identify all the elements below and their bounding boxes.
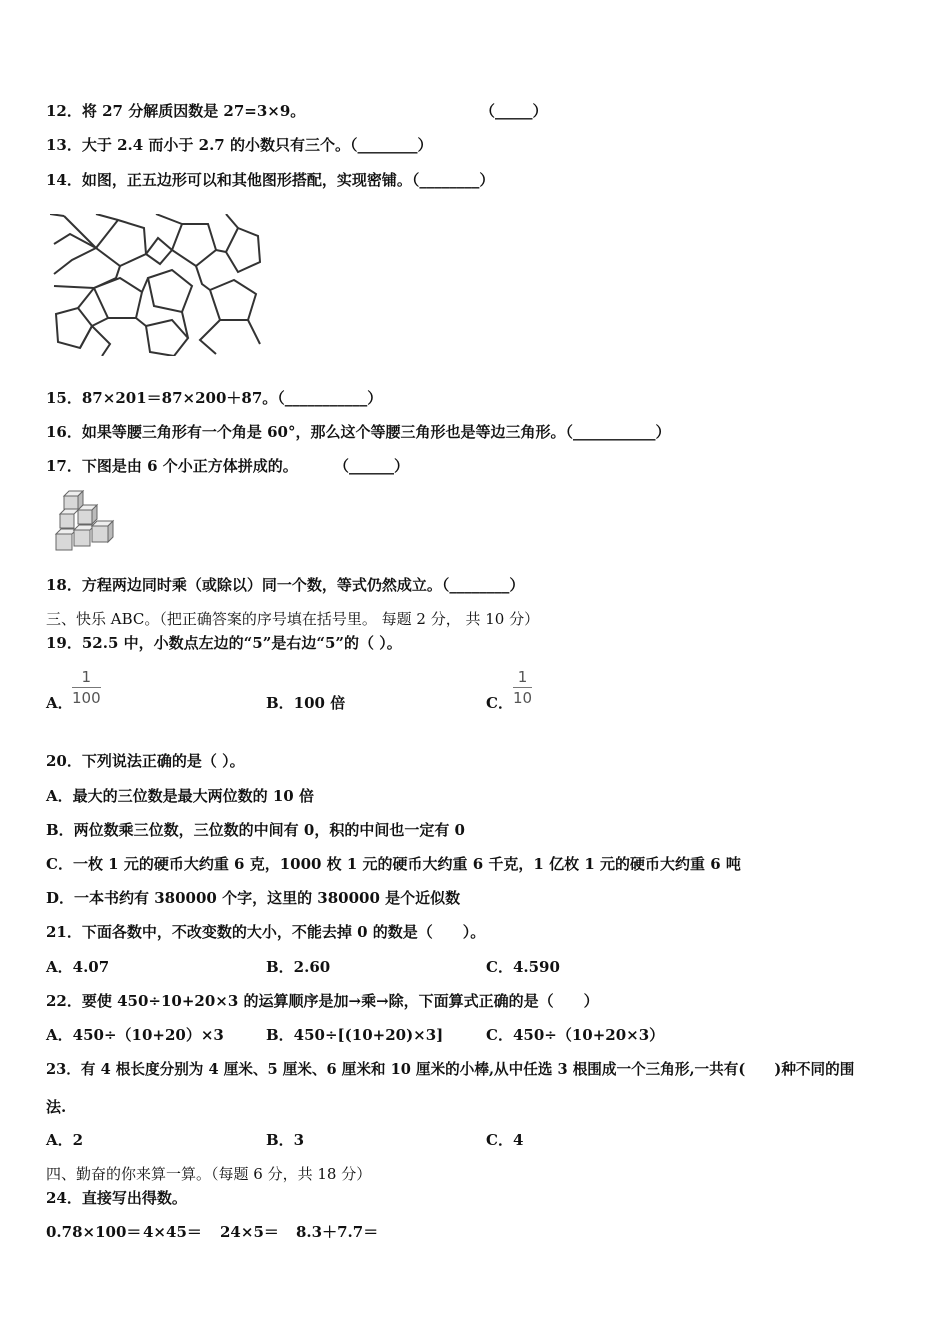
q22-option-b[interactable]: B．450÷[(10+20)×3] <box>266 1026 444 1044</box>
q24-expression-4: 8.3＋7.7＝ <box>296 1223 379 1241</box>
star-point <box>200 320 220 354</box>
question-20: 20．下列说法正确的是（ ）。 <box>46 752 245 770</box>
pentagon-shape <box>146 320 188 356</box>
q19-option-c-label[interactable]: C． <box>486 694 513 712</box>
star-point <box>78 288 94 308</box>
cubes-figure <box>52 490 122 554</box>
question-13: 13．大于 2.4 而小于 2.7 的小数只有三个。（________） <box>46 136 433 154</box>
question-12-blank[interactable]: （_____） <box>480 102 548 120</box>
star-point <box>80 326 110 356</box>
star-point <box>216 250 226 252</box>
pentagon-tessellation-figure <box>50 214 262 356</box>
q23-option-b[interactable]: B．3 <box>266 1131 305 1149</box>
star-point <box>142 278 148 292</box>
pentagon-shape <box>96 220 146 266</box>
question-19: 19．52.5 中，小数点左边的“5”是右边“5”的（ ）。 <box>46 634 402 652</box>
q20-option-c[interactable]: C．一枚 1 元的硬币大约重 6 克，1000 枚 1 元的硬币大约重 6 千克，1 亿枚 1 元的硬币大约重 6 吨 <box>46 855 741 873</box>
q19-option-c-fraction <box>513 668 532 707</box>
q21-option-c[interactable]: C．4.590 <box>486 958 560 976</box>
q22-option-a[interactable]: A．450÷（10+20）×3 <box>46 1026 224 1044</box>
star-point <box>196 266 210 290</box>
star-point <box>64 216 96 248</box>
q20-option-b[interactable]: B．两位数乘三位数，三位数的中间有 0，积的中间也一定有 0 <box>46 821 465 839</box>
question-23-continued: 法. <box>46 1098 67 1116</box>
q24-expression-1: 0.78×100＝ <box>46 1223 142 1241</box>
q19-option-a-fraction <box>72 668 101 707</box>
q21-option-a[interactable]: A．4.07 <box>46 958 110 976</box>
pentagon-shape <box>56 308 92 348</box>
q20-option-a[interactable]: A．最大的三位数是最大两位数的 10 倍 <box>46 787 314 805</box>
q23-option-c[interactable]: C．4 <box>486 1131 524 1149</box>
q19-option-a-label[interactable]: A． <box>46 694 73 712</box>
pentagon-shape <box>210 280 256 320</box>
q19-option-b[interactable]: B．100 倍 <box>266 694 346 712</box>
q23-option-a[interactable]: A．2 <box>46 1131 84 1149</box>
star-point <box>54 234 96 274</box>
fraction-numerator: 1 <box>72 668 101 688</box>
question-23: 23．有 4 根长度分别为 4 厘米、5 厘米、6 厘米和 10 厘米的小棒,从中任选 3 根围成一个三角形,一共有( )种不同的围 <box>46 1061 855 1078</box>
star-point <box>136 318 146 326</box>
section-3-title: 三、快乐 ABC。（把正确答案的序号填在括号里。 每题 2 分， 共 10 分） <box>46 610 540 628</box>
q24-expression-3: 24×5＝ <box>220 1223 279 1241</box>
pentagon-shape <box>226 228 260 272</box>
q21-option-b[interactable]: B．2.60 <box>266 958 331 976</box>
question-16: 16．如果等腰三角形有一个角是 60°，那么这个等腰三角形也是等边三角形。（___________） <box>46 423 671 441</box>
fraction-denominator: 100 <box>72 689 101 707</box>
question-12 <box>46 101 305 121</box>
question-15: 15．87×201＝87×200＋87。（___________） <box>46 389 383 407</box>
question-22: 22．要使 450÷10+20×3 的运算顺序是加→乘→除，下面算式正确的是（ ） <box>46 992 599 1010</box>
star-point <box>146 238 172 264</box>
q20-option-d[interactable]: D．一本书约有 380000 个字，这里的 380000 是个近似数 <box>46 889 461 907</box>
q24-expression-2: 4×45＝ <box>143 1223 202 1241</box>
question-24: 24．直接写出得数。 <box>46 1189 187 1207</box>
question-21: 21．下面各数中，不改变数的大小，不能去掉 0 的数是（ ）。 <box>46 923 486 941</box>
star-point <box>54 286 94 288</box>
question-14: 14．如图，正五边形可以和其他图形搭配，实现密铺。（________） <box>46 171 495 189</box>
question-17: 17．下图是由 6 个小正方体拼成的。 <box>46 457 298 475</box>
fraction-denominator: 10 <box>513 689 533 707</box>
pentagon-shape <box>172 224 216 266</box>
star-point <box>92 318 108 326</box>
question-18: 18．方程两边同时乘（或除以）同一个数，等式仍然成立。（________） <box>46 576 525 594</box>
question-17-blank[interactable]: （______） <box>334 457 410 475</box>
question-12-text: 12．将 27 分解质因数是 27=3×9。 <box>46 102 306 120</box>
star-point <box>248 320 260 344</box>
star-point <box>94 266 120 288</box>
pentagon-shape <box>148 270 192 312</box>
section-4-title: 四、勤奋的你来算一算。（每题 6 分，共 18 分） <box>46 1165 372 1183</box>
q22-option-c[interactable]: C．450÷（10+20×3） <box>486 1026 665 1044</box>
fraction-numerator: 1 <box>513 668 532 688</box>
